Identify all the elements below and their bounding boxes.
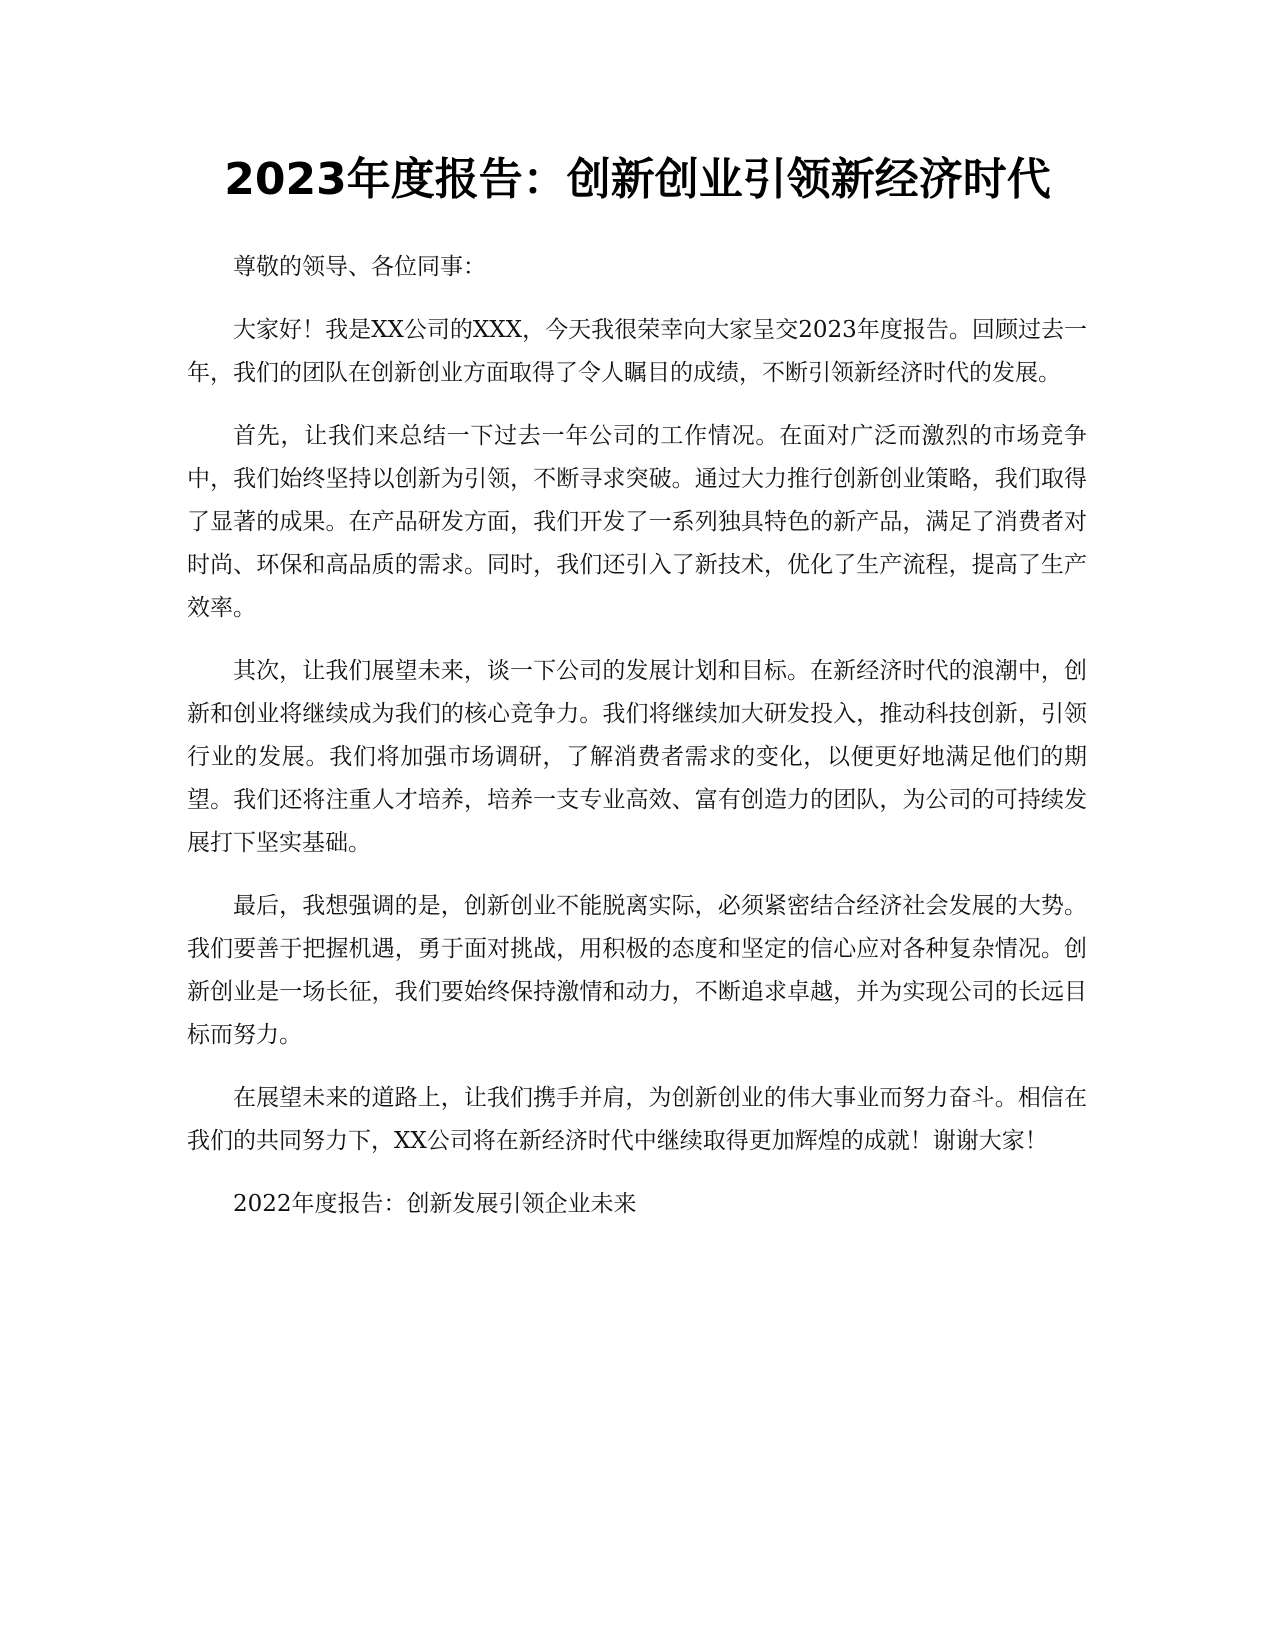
paragraph-salutation: 尊敬的领导、各位同事： bbox=[233, 254, 486, 280]
document-body bbox=[187, 246, 1087, 1246]
page-title: 2023年度报告：创新创业引领新经济时代 bbox=[224, 154, 1051, 205]
paragraph-greeting: 大家好！我是XX公司的XXX，今天我很荣幸向大家呈交2023年度报告。回顾过去一年，我们的团队在创新创业方面取得了令人瞩目的成绩，不断引领新经济时代的发展。 bbox=[187, 317, 1087, 386]
paragraph-outlook: 其次，让我们展望未来，谈一下公司的发展计划和目标。在新经济时代的浪潮中，创新和创业将继续成为我们的核心竞争力。我们将继续加大研发投入，推动科技创新，引领行业的发展。我们将加强市场调研，了解消费者需求的变化，以便更好地满足他们的期望。我们还将注重人才培养，培养一支专业高效、富有创造力的团队，为公司的可持续发展打下坚实基础。 bbox=[187, 658, 1087, 856]
paragraph-closing: 在展望未来的道路上，让我们携手并肩，为创新创业的伟大事业而努力奋斗。相信在我们的共同努力下，XX公司将在新经济时代中继续取得更加辉煌的成就！谢谢大家！ bbox=[187, 1085, 1087, 1154]
paragraph-summary: 首先，让我们来总结一下过去一年公司的工作情况。在面对广泛而激烈的市场竞争中，我们始终坚持以创新为引领，不断寻求突破。通过大力推行创新创业策略，我们取得了显著的成果。在产品研发方面，我们开发了一系列独具特色的新产品，满足了消费者对时尚、环保和高品质的需求。同时，我们还引入了新技术，优化了生产流程，提高了生产效率。 bbox=[187, 423, 1087, 621]
paragraph-next-title: 2022年度报告：创新发展引领企业未来 bbox=[233, 1191, 637, 1217]
paragraph-emphasis: 最后，我想强调的是，创新创业不能脱离实际，必须紧密结合经济社会发展的大势。我们要善于把握机遇，勇于面对挑战，用积极的态度和坚定的信心应对各种复杂情况。创新创业是一场长征，我们要始终保持激情和动力，不断追求卓越，并为实现公司的长远目标而努力。 bbox=[187, 893, 1087, 1048]
